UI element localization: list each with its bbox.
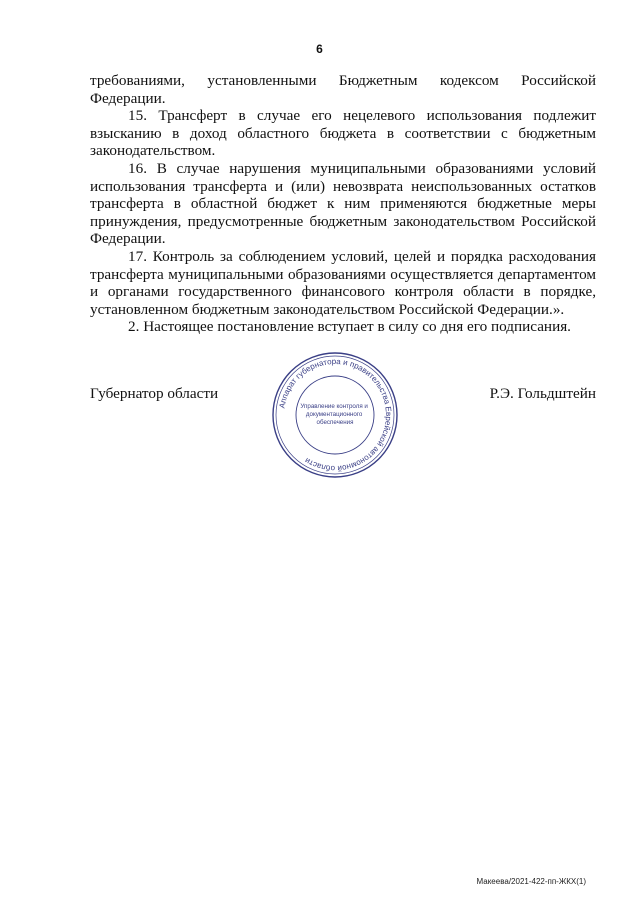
stamp-outer-text: Аппарат губернатора и правительства Еврейской автономной области (277, 356, 394, 474)
page-number: 6 (316, 42, 323, 56)
signatory-position: Губернатор области (90, 385, 219, 402)
document-body (90, 72, 596, 336)
paragraph-16: 16. В случае нарушения муниципальными образованиями условий использования трансферта и (или) невозврата неиспользованных остатков трансферта в областной бюджет к ним применяются бюджетные меры принуждения, предусмотренные бюджетным законодательством Российской Федерации. (90, 159, 596, 248)
paragraph-17: 17. Контроль за соблюдением условий, целей и порядка расходования трансферта муниципальными образованиями осуществляется департаментом и органами государственного финансового контроля области в порядке, установленном бюджетным законодательством Российской Федерации.». (90, 247, 596, 318)
paragraph-2: 2. Настоящее постановление вступает в силу со дня его подписания. (128, 318, 571, 336)
official-stamp-icon (270, 350, 400, 480)
signatory-name: Р.Э. Гольдштейн (489, 385, 596, 402)
paragraph-continuation: требованиями, установленными Бюджетным кодексом Российской Федерации. (90, 72, 596, 107)
svg-text:Управление контроля и доку: Управление контроля и документационного обеспечения (300, 403, 368, 426)
paragraph-15: 15. Трансферт в случае его нецелевого использования подлежит взысканию в доход областного бюджета в соответствии с бюджетным законодательством. (90, 107, 596, 160)
document-reference: Макеева/2021-422-пп-ЖКХ(1) (476, 877, 586, 886)
